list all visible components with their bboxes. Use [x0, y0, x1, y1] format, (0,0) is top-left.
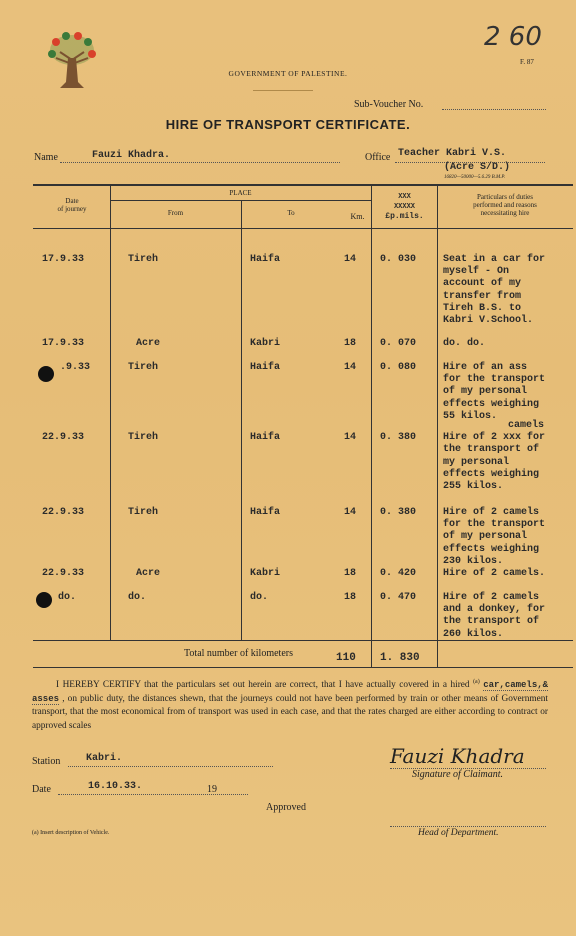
- row-particulars-line: transfer from: [443, 290, 522, 302]
- row-particulars-line: do. do.: [443, 338, 486, 349]
- row-amount: 0. 420: [380, 568, 417, 579]
- row-particulars-line: Hire of an ass: [443, 362, 528, 373]
- header-bottom-border: [33, 228, 573, 229]
- row-from: do.: [128, 592, 147, 603]
- row-particulars-line: Hire of 2 camels: [443, 592, 540, 603]
- row-date: 22.9.33: [42, 432, 85, 443]
- row-particulars-line: of my personal: [443, 386, 528, 398]
- header-km: Km.: [350, 212, 365, 221]
- row-amount: 0. 080: [380, 362, 417, 373]
- row-km: 14: [344, 432, 357, 443]
- row-to: Kabri: [250, 338, 281, 349]
- certification-part-b: , on public duty, the distances shewn, that the journeys could not have been performed by train or other means of Government transport, that the most economical from of transport was used in each case, and that the rates charged are either according to contract or approved scales: [32, 693, 549, 731]
- row-from: Acre: [136, 568, 161, 579]
- row-date: 17.9.33: [42, 254, 85, 265]
- handwritten-signature: Fauzi Khadra: [390, 744, 525, 768]
- government-heading: GOVERNMENT OF PALESTINE.: [228, 69, 348, 78]
- row-particulars-line: my personal: [443, 456, 510, 468]
- row-to: Haifa: [250, 432, 281, 443]
- row-particulars-line: Kabri V.School.: [443, 315, 534, 326]
- row-to: Haifa: [250, 362, 281, 373]
- row-date: 17.9.33: [42, 338, 85, 349]
- row-particulars-line: Hire of 2 xxx for: [443, 432, 546, 444]
- row-amount: 0. 070: [380, 338, 417, 349]
- total-km: 110: [336, 652, 356, 664]
- head-label: Head of Department.: [418, 828, 499, 838]
- row-to: Haifa: [250, 254, 281, 265]
- total-amount: 1. 830: [380, 652, 420, 664]
- signature-label: Signature of Claimant.: [412, 769, 504, 780]
- row-km: 18: [344, 592, 357, 603]
- row-particulars-line: for the transport: [443, 374, 546, 386]
- header-rate-struck-2: XXXXX: [393, 203, 415, 211]
- col-divider-date: [110, 186, 111, 640]
- row-particulars-line: effects weighing: [443, 398, 540, 410]
- row-km: 14: [344, 507, 357, 518]
- row-particulars-line: effects weighing: [443, 543, 540, 555]
- station-value[interactable]: Kabri.: [86, 753, 123, 764]
- row-km: 14: [344, 362, 357, 373]
- office-value[interactable]: Teacher Kabri V.S.: [398, 148, 507, 159]
- table-bottom-border: [33, 667, 573, 668]
- row-particulars-line: Hire of 2 camels: [443, 507, 540, 518]
- footnote: (a) Insert description of Vehicle.: [32, 830, 110, 836]
- row-amount: 0. 380: [380, 432, 417, 443]
- office-label: Office: [365, 152, 391, 163]
- header-to: To: [287, 209, 295, 217]
- row-particulars-line: 230 kilos.: [443, 555, 504, 567]
- divider: [253, 90, 313, 91]
- row-to: Kabri: [250, 568, 281, 579]
- handwritten-number: 2 60: [484, 22, 542, 52]
- row-from: Tireh: [128, 362, 159, 373]
- col-divider-from: [241, 200, 242, 640]
- row-particulars-line: and a donkey, for: [443, 604, 546, 616]
- row-particulars-line: 260 kilos.: [443, 628, 504, 640]
- station-label: Station: [32, 756, 61, 767]
- col-divider-rate: [437, 186, 438, 667]
- date-line: [58, 794, 248, 795]
- row-date: do.: [58, 592, 77, 603]
- row-particulars-line: 255 kilos.: [443, 481, 504, 492]
- header-from: From: [167, 209, 184, 217]
- row-date: .9.33: [60, 362, 91, 373]
- row-km: 18: [344, 568, 357, 579]
- approved-label: Approved: [266, 802, 306, 813]
- row-date: 22.9.33: [42, 507, 85, 518]
- row-particulars-line: of my personal: [443, 531, 528, 543]
- page-title: HIRE OF TRANSPORT CERTIFICATE.: [165, 117, 411, 132]
- row-particulars-line: Tireh B.S. to: [443, 302, 522, 314]
- row-amount: 0. 380: [380, 507, 417, 518]
- table-top-border: [33, 184, 573, 186]
- date-value[interactable]: 16.10.33.: [88, 781, 143, 792]
- year-prefix: 19: [207, 784, 217, 795]
- row-particulars-line: camels: [508, 420, 545, 431]
- row-amount: 0. 030: [380, 254, 417, 265]
- row-km: 14: [344, 254, 357, 265]
- footnote-marker: (a): [473, 679, 480, 685]
- row-particulars-line: effects weighing: [443, 468, 540, 480]
- row-to: Haifa: [250, 507, 281, 518]
- certification-part-a: I HEREBY CERTIFY that the particulars set out herein are correct, that I have actually covered in a hired: [56, 680, 470, 691]
- name-line: [60, 162, 340, 163]
- row-from: Acre: [136, 338, 161, 349]
- station-line: [68, 766, 273, 767]
- name-label: Name: [34, 152, 58, 163]
- sub-voucher-field[interactable]: [442, 109, 546, 110]
- row-date: 22.9.33: [42, 568, 85, 579]
- header-rate: £p.mils.: [385, 212, 424, 221]
- row-from: Tireh: [128, 432, 159, 443]
- vehicle-value[interactable]: car,camels,& asses: [32, 680, 549, 704]
- header-particulars: Particulars of duties performed and reasons necessitating hire: [473, 193, 537, 217]
- form-number: F. 87: [520, 58, 534, 66]
- row-from: Tireh: [128, 507, 159, 518]
- date-label: Date: [32, 784, 51, 795]
- row-to: do.: [250, 592, 269, 603]
- row-particulars-line: account of my: [443, 278, 522, 290]
- row-km: 18: [344, 338, 357, 349]
- row-particulars-line: myself - On: [443, 266, 510, 278]
- row-amount: 0. 470: [380, 592, 417, 603]
- sub-voucher-label: Sub-Voucher No.: [354, 99, 424, 110]
- row-particulars-line: the transport of: [443, 616, 540, 628]
- row-particulars-line: Hire of 2 camels.: [443, 568, 546, 579]
- office-value-line2[interactable]: (Acre S/D.): [444, 162, 511, 173]
- name-value[interactable]: Fauzi Khadra.: [92, 150, 171, 161]
- certification-text: [32, 676, 548, 733]
- row-from: Tireh: [128, 254, 159, 265]
- printer-note: 16820—50000—5.6.29 B.M.P.: [444, 175, 506, 180]
- total-label: Total number of kilometers: [184, 648, 293, 659]
- row-particulars-line: Seat in a car for: [443, 254, 546, 265]
- col-divider-km: [371, 186, 372, 667]
- header-rate-struck: XXX: [398, 193, 411, 201]
- row-particulars-line: 55 kilos.: [443, 410, 498, 422]
- punch-hole: [38, 366, 54, 382]
- header-date: Date of journey: [57, 197, 87, 213]
- row-particulars-line: for the transport: [443, 519, 546, 531]
- head-line: [390, 826, 546, 827]
- row-particulars-line: the transport of: [443, 444, 540, 456]
- punch-hole: [36, 592, 52, 608]
- header-place: PLACE: [229, 189, 252, 197]
- tree-logo: [46, 30, 98, 92]
